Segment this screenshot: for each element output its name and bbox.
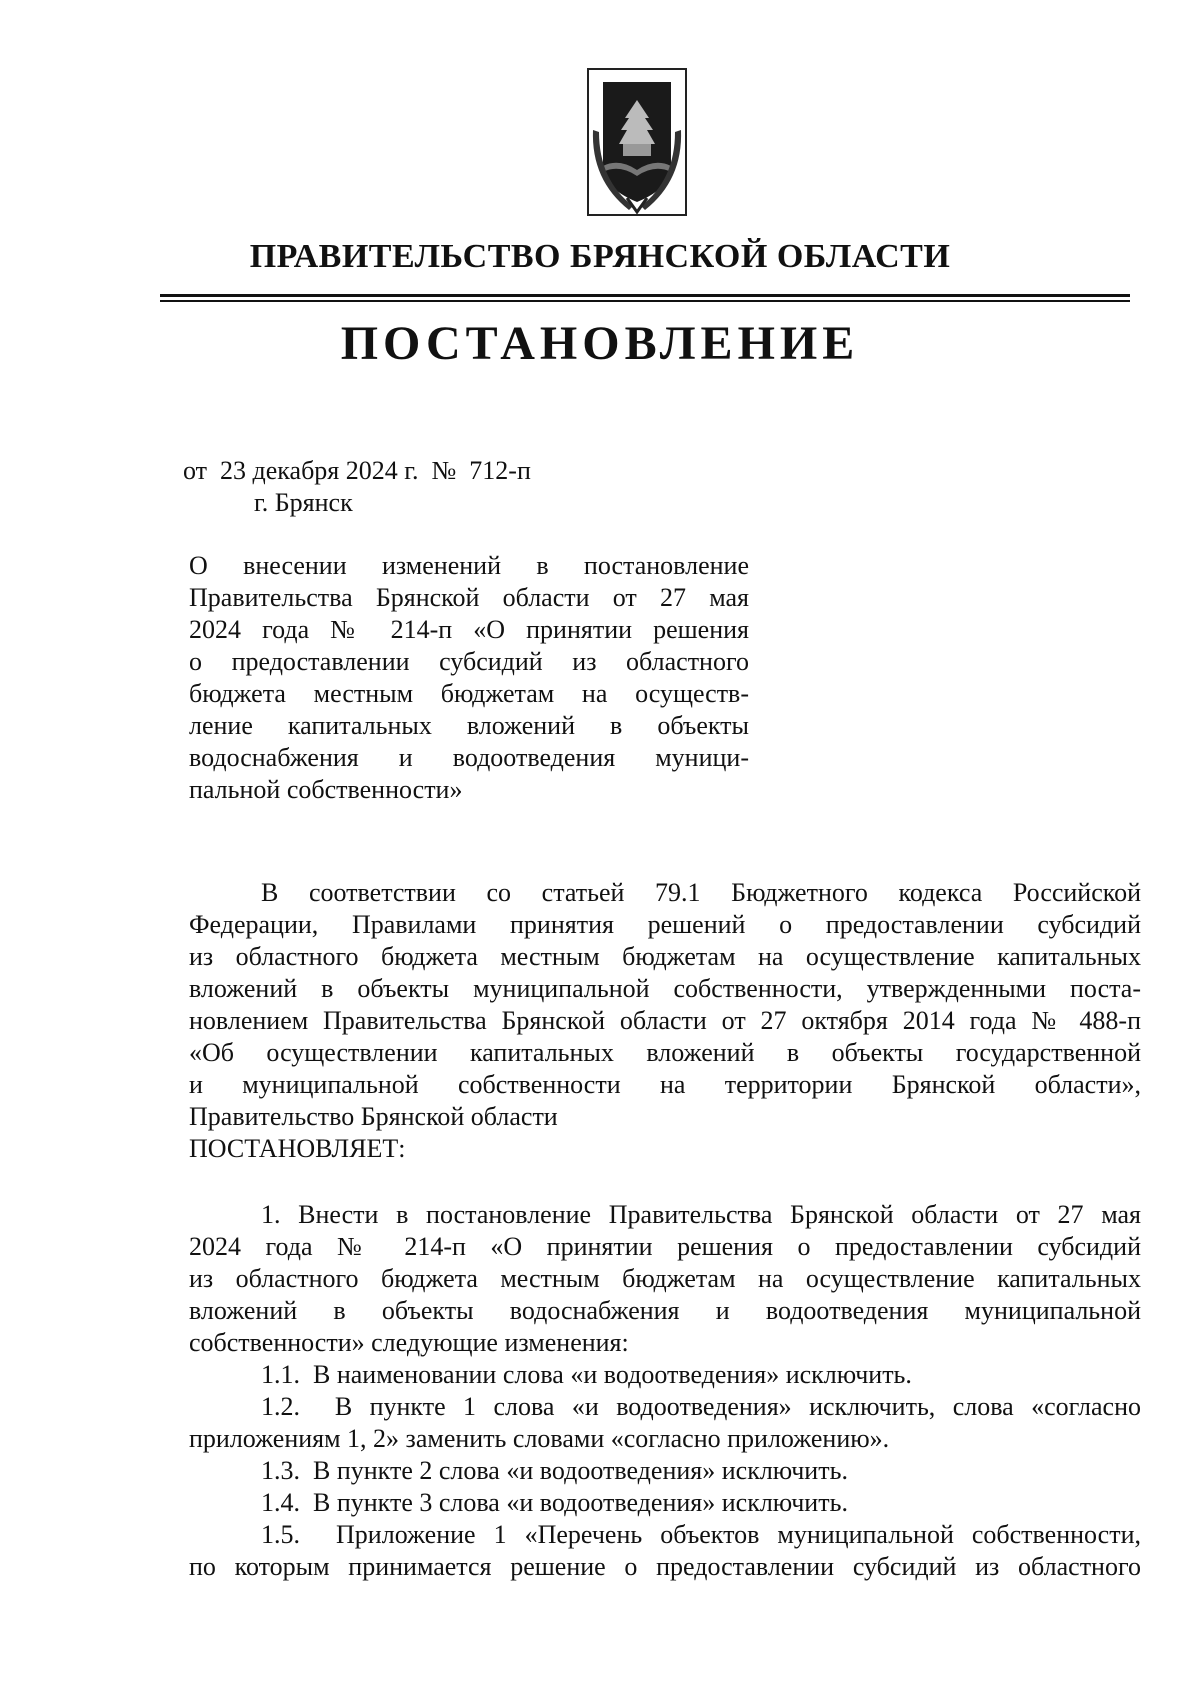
preamble-line: В соответствии со статьей 79.1 Бюджетного кодекса Российской	[261, 878, 1141, 907]
preamble-line: Правительство Брянской области	[189, 1102, 558, 1131]
preamble-line: вложений в объекты муниципальной собственности, утвержденными поста-	[189, 974, 1141, 1003]
subject-line: Правительства Брянской области от 27 мая	[189, 583, 749, 612]
preamble-line: и муниципальной собственности на территории Брянской области»,	[189, 1070, 1141, 1099]
subject-line: ление капитальных вложений в объекты	[189, 711, 749, 740]
item-1-5-line: 1.5. Приложение 1 «Перечень объектов муниципальной собственности,	[261, 1520, 1141, 1549]
header-divider-thin	[160, 300, 1130, 302]
date-number-line: от 23 декабря 2024 г. № 712-п	[183, 456, 531, 485]
item-1-2-line: приложениям 1, 2» заменить словами «согласно приложению».	[189, 1424, 890, 1453]
item-1-line: собственности» следующие изменения:	[189, 1328, 629, 1357]
item-1-line: 2024 года № 214-п «О принятии решения о предоставлении субсидий	[189, 1232, 1141, 1261]
item-1-3: 1.3. В пункте 2 слова «и водоотведения» исключить.	[261, 1456, 848, 1485]
preamble-line: из областного бюджета местным бюджетам на осуществление капитальных	[189, 942, 1141, 971]
coat-of-arms-emblem	[587, 68, 687, 216]
organization-title: ПРАВИТЕЛЬСТВО БРЯНСКОЙ ОБЛАСТИ	[249, 238, 951, 275]
city-line: г. Брянск	[254, 488, 353, 517]
preamble-line: Федерации, Правилами принятия решений о предоставлении субсидий	[189, 910, 1141, 939]
item-1-2-line: 1.2. В пункте 1 слова «и водоотведения» исключить, слова «согласно	[261, 1392, 1141, 1421]
subject-block	[189, 550, 749, 806]
resolves-heading: ПОСТАНОВЛЯЕТ:	[189, 1134, 406, 1163]
item-1-4: 1.4. В пункте 3 слова «и водоотведения» исключить.	[261, 1488, 848, 1517]
subject-line: о предоставлении субсидий из областного	[189, 647, 749, 676]
subject-line: бюджета местным бюджетам на осуществ-	[189, 679, 749, 708]
preamble-line: «Об осуществлении капитальных вложений в объекты государственной	[189, 1038, 1141, 1067]
subject-line: пальной собственности»	[189, 775, 463, 804]
item-1-1: 1.1. В наименовании слова «и водоотведения» исключить.	[261, 1360, 912, 1389]
subject-line: водоснабжения и водоотведения муници-	[189, 743, 749, 772]
subject-line: 2024 года № 214-п «О принятии решения	[189, 615, 749, 644]
subject-line: О внесении изменений в постановление	[189, 551, 749, 580]
preamble-block	[189, 877, 1141, 1165]
item-1	[189, 1199, 1141, 1583]
document-type-title: ПОСТАНОВЛЕНИЕ	[340, 317, 860, 370]
item-1-line: из областного бюджета местным бюджетам на осуществление капитальных	[189, 1264, 1141, 1293]
item-1-line: вложений в объекты водоснабжения и водоотведения муниципальной	[189, 1296, 1141, 1325]
preamble-line: новлением Правительства Брянской области от 27 октября 2014 года № 488-п	[189, 1006, 1141, 1035]
item-1-line: 1. Внести в постановление Правительства Брянской области от 27 мая	[261, 1200, 1141, 1229]
item-1-5-line: по которым принимается решение о предоставлении субсидий из областного	[189, 1552, 1141, 1581]
header-divider-thick	[160, 294, 1130, 297]
